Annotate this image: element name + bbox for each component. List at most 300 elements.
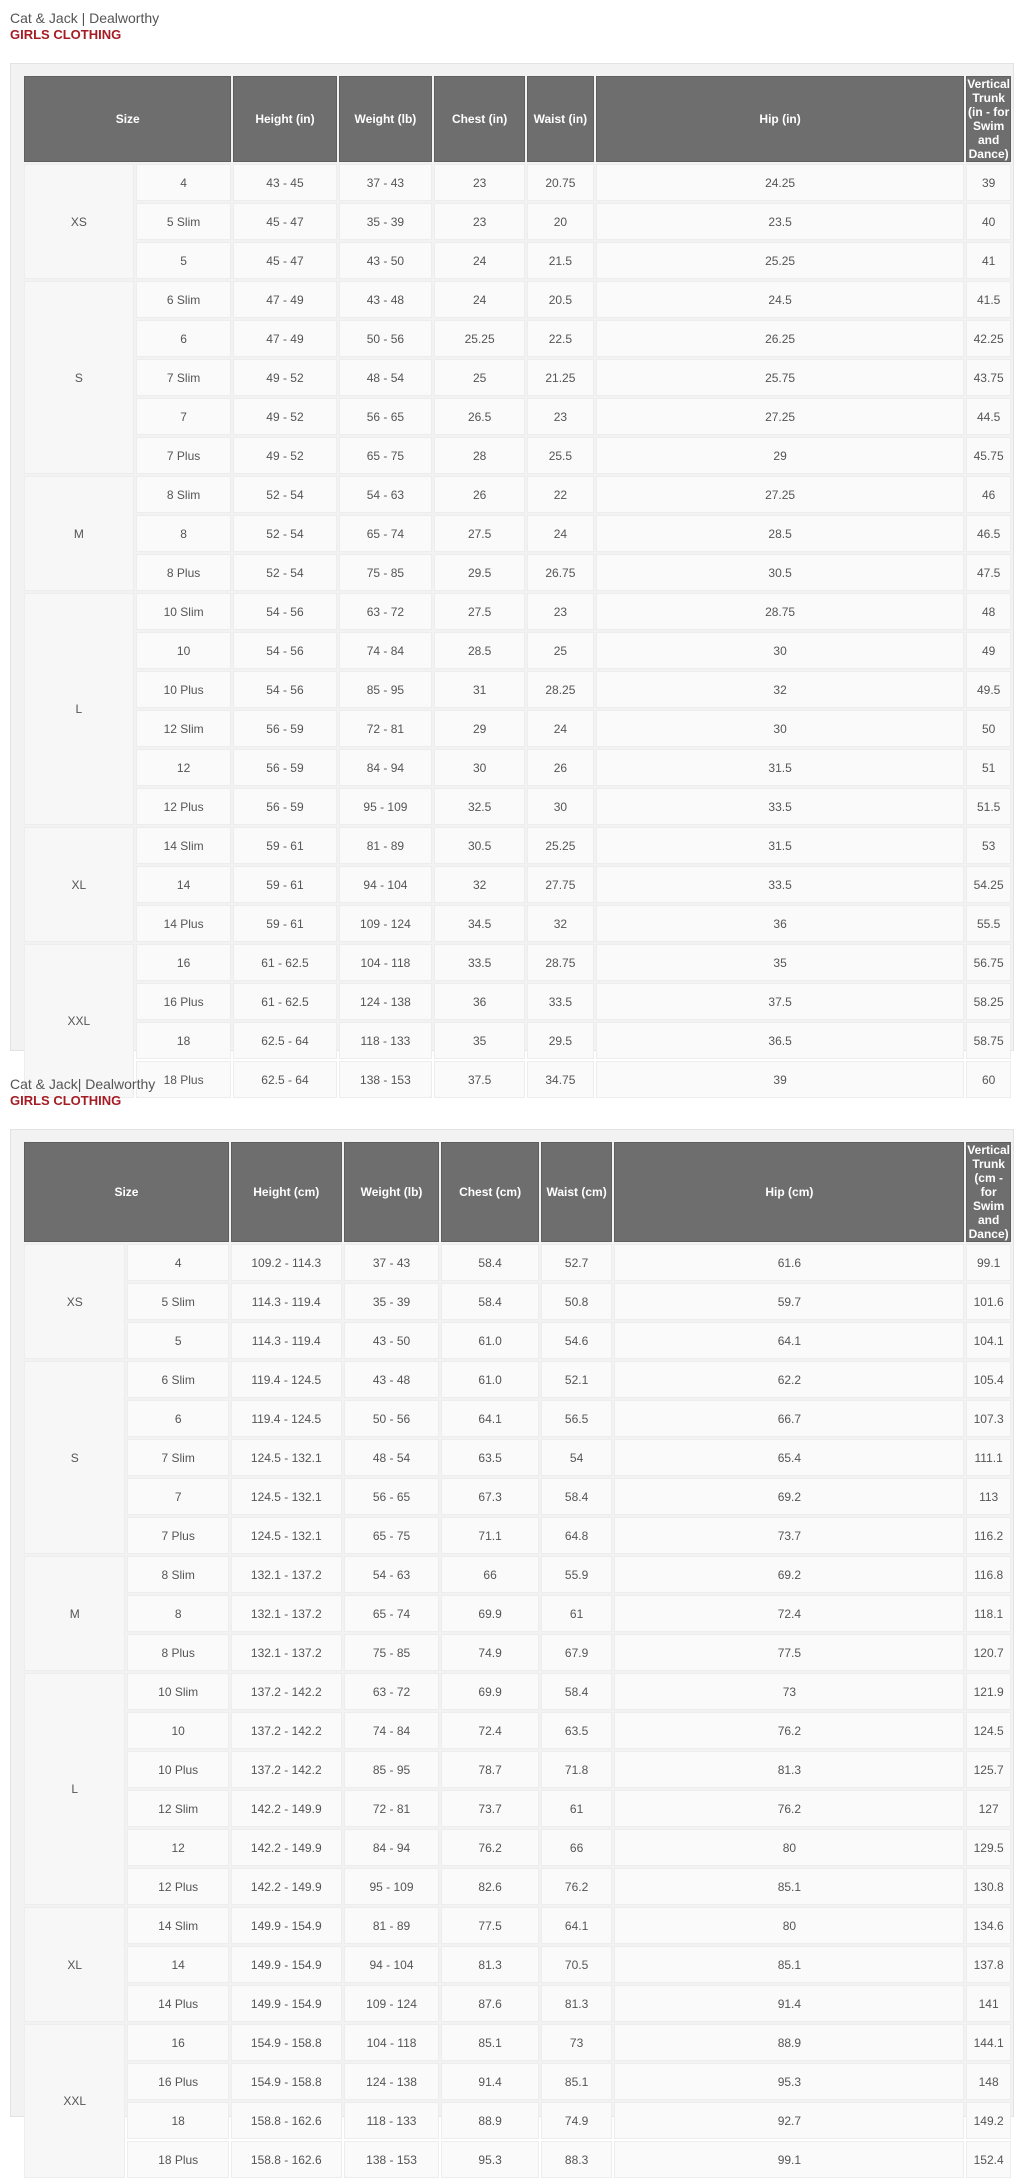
hip-cell: 85.1 (614, 1946, 964, 1983)
table-row (24, 944, 1011, 981)
height-cell: 124.5 - 132.1 (231, 1517, 342, 1554)
chest-cell: 58.4 (441, 1244, 538, 1281)
weight-cell: 104 - 118 (344, 2024, 440, 2061)
weight-cell: 56 - 65 (339, 398, 433, 435)
height-cell: 119.4 - 124.5 (231, 1400, 342, 1437)
vertical-trunk-cell: 51 (966, 749, 1011, 786)
col-header-height: Height (in) (233, 76, 336, 162)
waist-cell: 61 (541, 1790, 613, 1827)
waist-cell: 30 (527, 788, 594, 825)
hip-cell: 80 (614, 1907, 964, 1944)
col-header-height: Height (cm) (231, 1142, 342, 1242)
height-cell: 132.1 - 137.2 (231, 1595, 342, 1632)
hip-cell: 62.2 (614, 1361, 964, 1398)
chest-cell: 63.5 (441, 1439, 538, 1476)
waist-cell: 64.1 (541, 1907, 613, 1944)
vertical-trunk-cell: 121.9 (966, 1673, 1011, 1710)
col-header-vertical-trunk: Vertical Trunk (in - for Swim and Dance) (967, 77, 1010, 161)
waist-cell: 85.1 (541, 2063, 613, 2100)
weight-cell: 43 - 50 (339, 242, 433, 279)
col-header-weight: Weight (lb) (344, 1142, 440, 1242)
table-row (24, 1439, 1011, 1476)
vertical-trunk-cell: 127 (966, 1790, 1011, 1827)
waist-cell: 52.1 (541, 1361, 613, 1398)
table-row (24, 1829, 1011, 1866)
hip-cell: 99.1 (614, 2141, 964, 2178)
weight-cell: 109 - 124 (344, 1985, 440, 2022)
waist-cell: 25.5 (527, 437, 594, 474)
chest-cell: 69.9 (441, 1595, 538, 1632)
weight-cell: 84 - 94 (344, 1829, 440, 1866)
waist-cell: 73 (541, 2024, 613, 2061)
weight-cell: 81 - 89 (344, 1907, 440, 1944)
col-header-size: Size (24, 1142, 229, 1242)
size-group-cell: S (24, 281, 134, 474)
table-row (24, 1244, 1011, 1281)
vertical-trunk-cell: 56.75 (966, 944, 1011, 981)
vertical-trunk-cell: 45.75 (966, 437, 1011, 474)
chest-cell: 32.5 (434, 788, 525, 825)
size-group-cell: XL (24, 827, 134, 942)
size-group-cell: XL (24, 1907, 125, 2022)
hip-cell: 73.7 (614, 1517, 964, 1554)
height-cell: 142.2 - 149.9 (231, 1829, 342, 1866)
vertical-trunk-cell: 120.7 (966, 1634, 1011, 1671)
height-cell: 142.2 - 149.9 (231, 1790, 342, 1827)
weight-cell: 95 - 109 (339, 788, 433, 825)
hip-cell: 69.2 (614, 1478, 964, 1515)
hip-cell: 26.25 (596, 320, 964, 357)
hip-cell: 31.5 (596, 749, 964, 786)
vertical-trunk-cell: 125.7 (966, 1751, 1011, 1788)
hip-cell: 72.4 (614, 1595, 964, 1632)
table-row (24, 710, 1011, 747)
chest-cell: 29.5 (434, 554, 525, 591)
weight-cell: 35 - 39 (344, 1283, 440, 1320)
height-cell: 154.9 - 158.8 (231, 2063, 342, 2100)
hip-cell: 30.5 (596, 554, 964, 591)
waist-cell: 21.25 (527, 359, 594, 396)
chest-cell: 31 (434, 671, 525, 708)
table-row (24, 632, 1011, 669)
size-group-cell: XS (24, 1244, 125, 1359)
height-cell: 59 - 61 (233, 905, 336, 942)
hip-cell: 27.25 (596, 476, 964, 513)
table-row (24, 1478, 1011, 1515)
vertical-trunk-cell: 42.25 (966, 320, 1011, 357)
hip-cell: 76.2 (614, 1712, 964, 1749)
chest-cell: 23 (434, 164, 525, 201)
waist-cell: 61 (541, 1595, 613, 1632)
weight-cell: 65 - 74 (344, 1595, 440, 1632)
hip-cell: 85.1 (614, 1868, 964, 1905)
hip-cell: 39 (596, 1061, 964, 1098)
table-row (24, 1985, 1011, 2022)
size-cell: 8 Slim (136, 476, 232, 513)
height-cell: 49 - 52 (233, 359, 336, 396)
table-row (24, 1361, 1011, 1398)
height-cell: 124.5 - 132.1 (231, 1478, 342, 1515)
waist-cell: 22 (527, 476, 594, 513)
hip-cell: 28.5 (596, 515, 964, 552)
chest-cell: 61.0 (441, 1361, 538, 1398)
size-cell: 16 (136, 944, 232, 981)
vertical-trunk-cell: 49 (966, 632, 1011, 669)
waist-cell: 23 (527, 593, 594, 630)
hip-cell: 64.1 (614, 1322, 964, 1359)
chest-cell: 91.4 (441, 2063, 538, 2100)
vertical-trunk-cell: 40 (966, 203, 1011, 240)
section-heading: GIRLS CLOTHING (10, 1093, 122, 1108)
table-row (24, 1673, 1011, 1710)
hip-cell: 30 (596, 632, 964, 669)
height-cell: 59 - 61 (233, 827, 336, 864)
table-row (24, 905, 1011, 942)
chest-cell: 78.7 (441, 1751, 538, 1788)
size-group-cell: XS (24, 164, 134, 279)
chest-cell: 24 (434, 281, 525, 318)
weight-cell: 85 - 95 (344, 1751, 440, 1788)
waist-cell: 54 (541, 1439, 613, 1476)
size-chart-section-inches (10, 10, 1014, 1087)
chest-cell: 25 (434, 359, 525, 396)
size-cell: 5 Slim (136, 203, 232, 240)
vertical-trunk-cell: 41.5 (966, 281, 1011, 318)
chest-cell: 34.5 (434, 905, 525, 942)
waist-cell: 28.75 (527, 944, 594, 981)
height-cell: 154.9 - 158.8 (231, 2024, 342, 2061)
vertical-trunk-cell: 43.75 (966, 359, 1011, 396)
size-cell: 4 (136, 164, 232, 201)
waist-cell: 70.5 (541, 1946, 613, 1983)
waist-cell: 63.5 (541, 1712, 613, 1749)
size-cell: 7 Slim (127, 1439, 228, 1476)
table-row (24, 242, 1011, 279)
height-cell: 132.1 - 137.2 (231, 1634, 342, 1671)
vertical-trunk-cell: 116.8 (966, 1556, 1011, 1593)
chest-cell: 29 (434, 710, 525, 747)
vertical-trunk-cell: 116.2 (966, 1517, 1011, 1554)
waist-cell: 26.75 (527, 554, 594, 591)
size-group-cell: XXL (24, 2024, 125, 2178)
hip-cell: 92.7 (614, 2102, 964, 2139)
weight-cell: 75 - 85 (344, 1634, 440, 1671)
vertical-trunk-cell: 44.5 (966, 398, 1011, 435)
weight-cell: 48 - 54 (339, 359, 433, 396)
hip-cell: 25.25 (596, 242, 964, 279)
weight-cell: 138 - 153 (339, 1061, 433, 1098)
size-cell: 6 Slim (136, 281, 232, 318)
table-row (24, 398, 1011, 435)
size-cell: 10 Slim (136, 593, 232, 630)
weight-cell: 94 - 104 (339, 866, 433, 903)
table-row (24, 593, 1011, 630)
hip-cell: 31.5 (596, 827, 964, 864)
size-cell: 8 Slim (127, 1556, 228, 1593)
header-row (24, 1142, 1011, 1242)
weight-cell: 54 - 63 (339, 476, 433, 513)
hip-cell: 95.3 (614, 2063, 964, 2100)
hip-cell: 36 (596, 905, 964, 942)
chest-cell: 81.3 (441, 1946, 538, 1983)
height-cell: 62.5 - 64 (233, 1022, 336, 1059)
weight-cell: 84 - 94 (339, 749, 433, 786)
waist-cell: 66 (541, 1829, 613, 1866)
height-cell: 114.3 - 119.4 (231, 1322, 342, 1359)
weight-cell: 43 - 50 (344, 1322, 440, 1359)
weight-cell: 56 - 65 (344, 1478, 440, 1515)
height-cell: 61 - 62.5 (233, 983, 336, 1020)
size-table (22, 1140, 1013, 2180)
table-row (24, 1634, 1011, 1671)
chest-cell: 76.2 (441, 1829, 538, 1866)
weight-cell: 72 - 81 (339, 710, 433, 747)
waist-cell: 26 (527, 749, 594, 786)
size-cell: 16 Plus (136, 983, 232, 1020)
vertical-trunk-cell: 148 (966, 2063, 1011, 2100)
height-cell: 149.9 - 154.9 (231, 1985, 342, 2022)
waist-cell: 32 (527, 905, 594, 942)
table-row (24, 1868, 1011, 1905)
table-row (24, 1907, 1011, 1944)
height-cell: 61 - 62.5 (233, 944, 336, 981)
chest-cell: 30 (434, 749, 525, 786)
hip-cell: 35 (596, 944, 964, 981)
table-row (24, 359, 1011, 396)
weight-cell: 118 - 133 (339, 1022, 433, 1059)
size-cell: 10 (127, 1712, 228, 1749)
hip-cell: 66.7 (614, 1400, 964, 1437)
weight-cell: 65 - 75 (339, 437, 433, 474)
size-group-cell: S (24, 1361, 125, 1554)
waist-cell: 24 (527, 515, 594, 552)
table-row (24, 281, 1011, 318)
size-cell: 16 (127, 2024, 228, 2061)
size-cell: 7 Plus (127, 1517, 228, 1554)
vertical-trunk-cell: 46.5 (966, 515, 1011, 552)
vertical-trunk-cell: 137.8 (966, 1946, 1011, 1983)
size-cell: 18 Plus (127, 2141, 228, 2178)
chest-cell: 64.1 (441, 1400, 538, 1437)
size-cell: 4 (127, 1244, 228, 1281)
vertical-trunk-cell: 49.5 (966, 671, 1011, 708)
table-row (24, 515, 1011, 552)
waist-cell: 81.3 (541, 1985, 613, 2022)
vertical-trunk-cell: 58.75 (966, 1022, 1011, 1059)
hip-cell: 77.5 (614, 1634, 964, 1671)
table-panel (10, 1129, 1014, 2167)
waist-cell: 21.5 (527, 242, 594, 279)
hip-cell: 88.9 (614, 2024, 964, 2061)
size-cell: 5 (127, 1322, 228, 1359)
chest-cell: 28.5 (434, 632, 525, 669)
height-cell: 137.2 - 142.2 (231, 1673, 342, 1710)
hip-cell: 61.6 (614, 1244, 964, 1281)
size-cell: 10 Plus (127, 1751, 228, 1788)
size-cell: 12 Plus (136, 788, 232, 825)
hip-cell: 28.75 (596, 593, 964, 630)
table-row (24, 749, 1011, 786)
hip-cell: 69.2 (614, 1556, 964, 1593)
vertical-trunk-cell: 149.2 (966, 2102, 1011, 2139)
weight-cell: 54 - 63 (344, 1556, 440, 1593)
vertical-trunk-cell: 104.1 (966, 1322, 1011, 1359)
chest-cell: 72.4 (441, 1712, 538, 1749)
size-group-cell: L (24, 593, 134, 825)
size-cell: 12 (136, 749, 232, 786)
weight-cell: 65 - 74 (339, 515, 433, 552)
vertical-trunk-cell: 130.8 (966, 1868, 1011, 1905)
vertical-trunk-cell: 118.1 (966, 1595, 1011, 1632)
chest-cell: 27.5 (434, 593, 525, 630)
vertical-trunk-cell: 50 (966, 710, 1011, 747)
size-cell: 14 Plus (127, 1985, 228, 2022)
vertical-trunk-cell: 60 (966, 1061, 1011, 1098)
weight-cell: 74 - 84 (339, 632, 433, 669)
weight-cell: 124 - 138 (344, 2063, 440, 2100)
hip-cell: 32 (596, 671, 964, 708)
waist-cell: 22.5 (527, 320, 594, 357)
height-cell: 45 - 47 (233, 242, 336, 279)
size-cell: 16 Plus (127, 2063, 228, 2100)
hip-cell: 80 (614, 1829, 964, 1866)
height-cell: 59 - 61 (233, 866, 336, 903)
chest-cell: 61.0 (441, 1322, 538, 1359)
size-cell: 6 Slim (127, 1361, 228, 1398)
size-cell: 12 Slim (136, 710, 232, 747)
waist-cell: 67.9 (541, 1634, 613, 1671)
height-cell: 45 - 47 (233, 203, 336, 240)
col-header-chest: Chest (in) (434, 76, 525, 162)
weight-cell: 43 - 48 (339, 281, 433, 318)
height-cell: 56 - 59 (233, 749, 336, 786)
height-cell: 62.5 - 64 (233, 1061, 336, 1098)
chest-cell: 71.1 (441, 1517, 538, 1554)
height-cell: 49 - 52 (233, 437, 336, 474)
chest-cell: 33.5 (434, 944, 525, 981)
waist-cell: 58.4 (541, 1673, 613, 1710)
table-row (24, 1712, 1011, 1749)
table-row (24, 476, 1011, 513)
col-header-weight: Weight (lb) (339, 76, 433, 162)
table-row (24, 1595, 1011, 1632)
waist-cell: 29.5 (527, 1022, 594, 1059)
weight-cell: 63 - 72 (344, 1673, 440, 1710)
weight-cell: 37 - 43 (339, 164, 433, 201)
chest-cell: 67.3 (441, 1478, 538, 1515)
size-cell: 10 Plus (136, 671, 232, 708)
vertical-trunk-cell: 46 (966, 476, 1011, 513)
waist-cell: 58.4 (541, 1478, 613, 1515)
table-row (24, 983, 1011, 1020)
height-cell: 137.2 - 142.2 (231, 1751, 342, 1788)
size-cell: 8 (136, 515, 232, 552)
weight-cell: 104 - 118 (339, 944, 433, 981)
weight-cell: 94 - 104 (344, 1946, 440, 1983)
table-row (24, 554, 1011, 591)
table-row (24, 2102, 1011, 2139)
vertical-trunk-cell: 51.5 (966, 788, 1011, 825)
vertical-trunk-cell: 48 (966, 593, 1011, 630)
size-cell: 7 (136, 398, 232, 435)
vertical-trunk-cell: 55.5 (966, 905, 1011, 942)
hip-cell: 25.75 (596, 359, 964, 396)
hip-cell: 76.2 (614, 1790, 964, 1827)
table-row (24, 1283, 1011, 1320)
chest-cell: 35 (434, 1022, 525, 1059)
chest-cell: 28 (434, 437, 525, 474)
weight-cell: 85 - 95 (339, 671, 433, 708)
hip-cell: 81.3 (614, 1751, 964, 1788)
height-cell: 54 - 56 (233, 671, 336, 708)
weight-cell: 138 - 153 (344, 2141, 440, 2178)
table-row (24, 866, 1011, 903)
height-cell: 47 - 49 (233, 320, 336, 357)
chest-cell: 26.5 (434, 398, 525, 435)
hip-cell: 91.4 (614, 1985, 964, 2022)
weight-cell: 109 - 124 (339, 905, 433, 942)
waist-cell: 50.8 (541, 1283, 613, 1320)
vertical-trunk-cell: 53 (966, 827, 1011, 864)
height-cell: 158.8 - 162.6 (231, 2102, 342, 2139)
weight-cell: 81 - 89 (339, 827, 433, 864)
vertical-trunk-cell: 144.1 (966, 2024, 1011, 2061)
size-cell: 7 Slim (136, 359, 232, 396)
chest-cell: 58.4 (441, 1283, 538, 1320)
hip-cell: 36.5 (596, 1022, 964, 1059)
vertical-trunk-cell: 99.1 (966, 1244, 1011, 1281)
vertical-trunk-cell: 101.6 (966, 1283, 1011, 1320)
weight-cell: 65 - 75 (344, 1517, 440, 1554)
height-cell: 43 - 45 (233, 164, 336, 201)
waist-cell: 24 (527, 710, 594, 747)
hip-cell: 23.5 (596, 203, 964, 240)
col-header-size: Size (24, 76, 231, 162)
table-row (24, 1751, 1011, 1788)
col-header-hip: Hip (in) (596, 76, 964, 162)
size-cell: 12 (127, 1829, 228, 1866)
chest-cell: 87.6 (441, 1985, 538, 2022)
weight-cell: 50 - 56 (344, 1400, 440, 1437)
hip-cell: 33.5 (596, 788, 964, 825)
table-row (24, 788, 1011, 825)
waist-cell: 20.75 (527, 164, 594, 201)
weight-cell: 37 - 43 (344, 1244, 440, 1281)
height-cell: 52 - 54 (233, 554, 336, 591)
vertical-trunk-cell: 152.4 (966, 2141, 1011, 2178)
chest-cell: 74.9 (441, 1634, 538, 1671)
waist-cell: 23 (527, 398, 594, 435)
table-body (24, 1244, 1011, 2178)
vertical-trunk-cell: 58.25 (966, 983, 1011, 1020)
height-cell: 56 - 59 (233, 710, 336, 747)
chest-cell: 32 (434, 866, 525, 903)
waist-cell: 56.5 (541, 1400, 613, 1437)
vertical-trunk-cell: 124.5 (966, 1712, 1011, 1749)
waist-cell: 20.5 (527, 281, 594, 318)
vertical-trunk-cell: 47.5 (966, 554, 1011, 591)
section-heading: GIRLS CLOTHING (10, 27, 122, 42)
table-body (24, 164, 1011, 1098)
size-cell: 18 (127, 2102, 228, 2139)
weight-cell: 118 - 133 (344, 2102, 440, 2139)
height-cell: 56 - 59 (233, 788, 336, 825)
waist-cell: 71.8 (541, 1751, 613, 1788)
brand-label: Cat & Jack | Dealworthy (10, 10, 160, 26)
height-cell: 158.8 - 162.6 (231, 2141, 342, 2178)
table-row (24, 437, 1011, 474)
waist-cell: 20 (527, 203, 594, 240)
